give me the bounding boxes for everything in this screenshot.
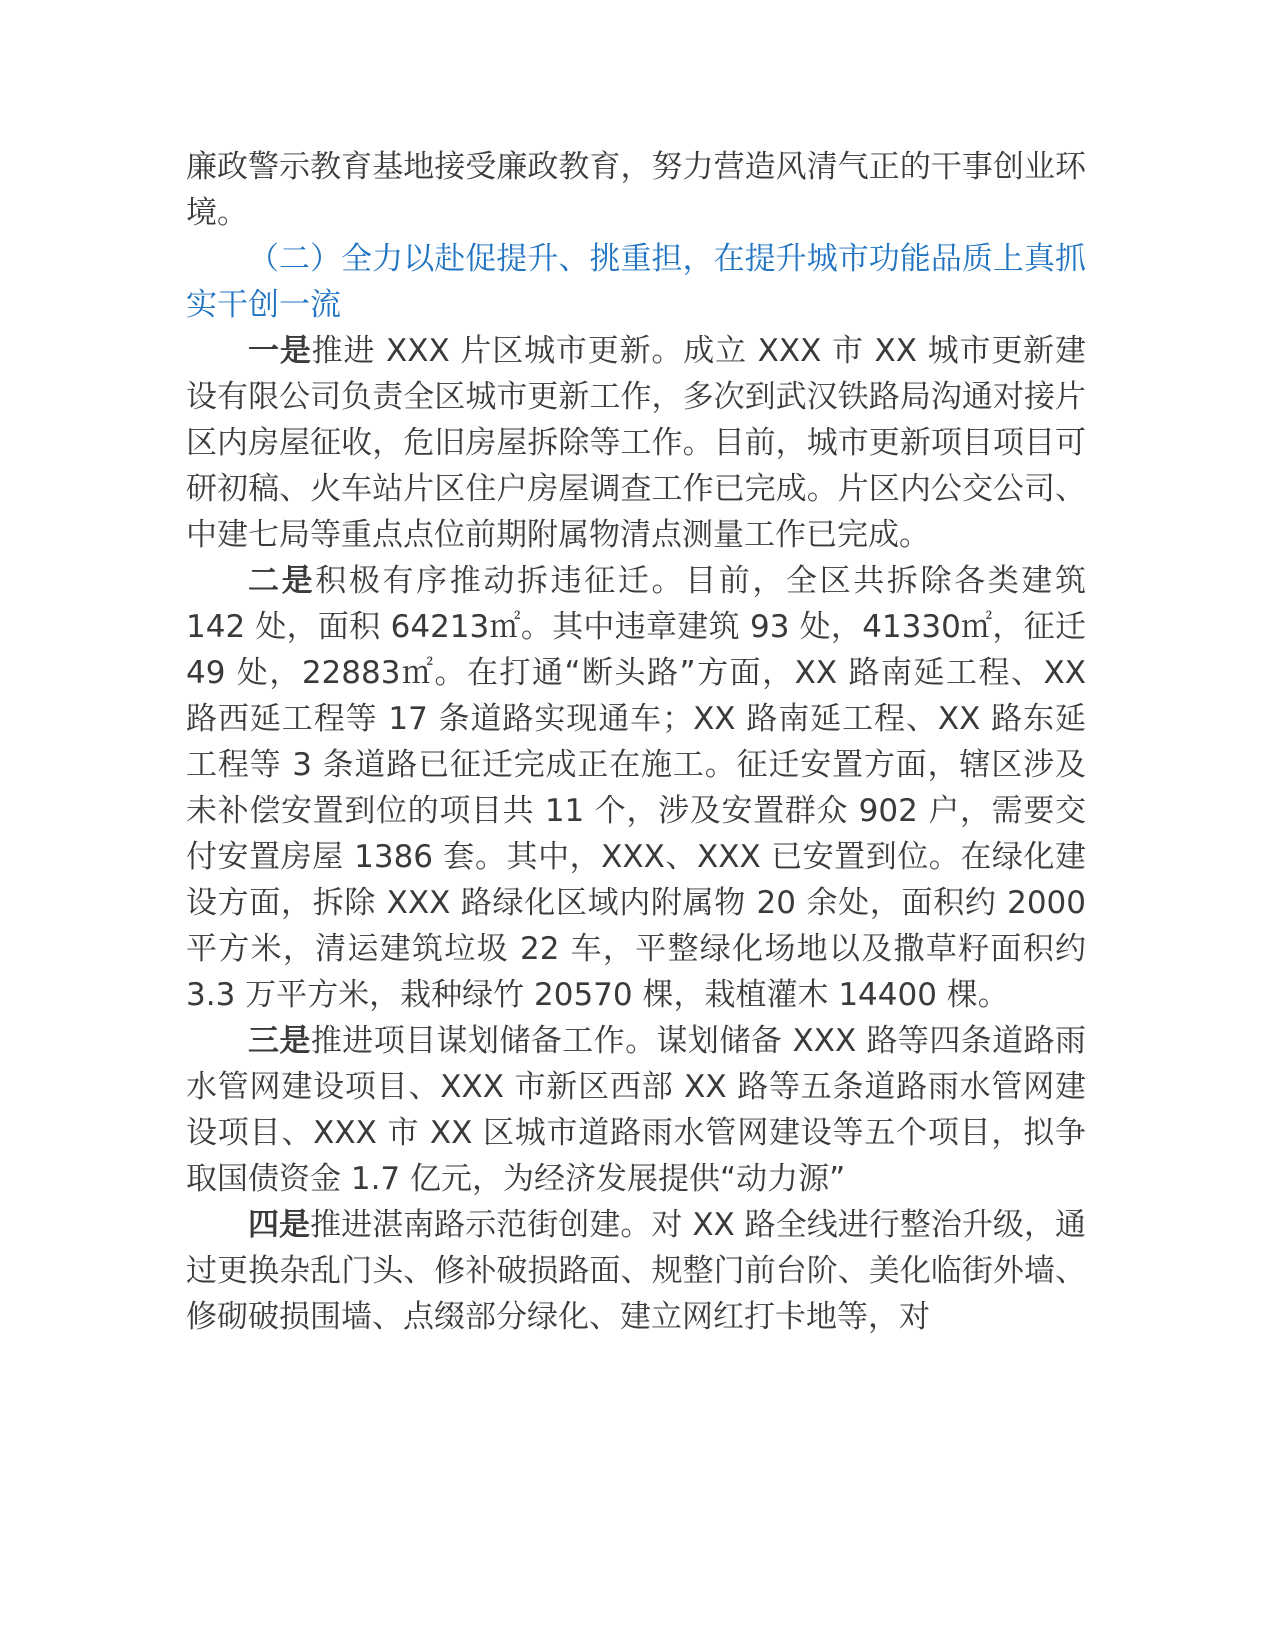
item-body-text: 推进项目谋划储备工作。谋划储备 XXX 路等四条道路雨水管网建设项目、XXX 市新区西部 XX 路等五条道路雨水管网建设项目、XXX 市 XX 区城市道路雨水管网建设等五个项目，拟争取国债资金 1.7 亿元，为经济发展提供“动力源” (186, 1023, 1087, 1197)
paragraph-item-4 (186, 1202, 1086, 1340)
item-lead-label: 二是 (248, 563, 316, 599)
paragraph-continued: 廉政警示教育基地接受廉政教育，努力营造风清气正的干事创业环境。 (186, 149, 1086, 231)
paragraph-item-1 (186, 328, 1086, 558)
item-body-text: 推进 XXX 片区城市更新。成立 XXX 市 XX 城市更新建设有限公司负责全区城市更新工作，多次到武汉铁路局沟通对接片区内房屋征收，危旧房屋拆除等工作。目前，城市更新项目项目可研初稿、火车站片区住户房屋调查工作已完成。片区内公交公司、中建七局等重点点位前期附属物清点测量工作已完成。 (186, 333, 1086, 553)
item-lead-label: 三是 (248, 1023, 311, 1059)
item-body-text: 推进湛南路示范街创建。对 XX 路全线进行整治升级，通过更换杂乱门头、修补破损路面、规整门前台阶、美化临街外墙、修砌破损围墙、点缀部分绿化、建立网红打卡地等，对 (186, 1207, 1086, 1335)
paragraph-item-3 (186, 1018, 1086, 1202)
item-lead-label: 一是 (248, 333, 312, 369)
item-body-text: 积极有序推动拆违征迁。目前，全区共拆除各类建筑 142 处，面积 64213㎡。其中违章建筑 93 处，41330㎡，征迁 49 处，22883㎡。在打通“断头路”方面，XX 路南延工程、XX 路西延工程等 17 条道路实现通车；XX 路南延工程、XX 路东延工程等 3 条道路已征迁完成正在施工。征迁安置方面，辖区涉及未补偿安置到位的项目共 11 个，涉及安置群众 902 户，需要交付安置房屋 1386 套。其中，XXX、XXX 已安置到位。在绿化建设方面，拆除 XXX 路绿化区域内附属物 20 余处，面积约 2000 平方米，清运建筑垃圾 22 车，平整绿化场地以及撒草籽面积约 3.3 万平方米，栽种绿竹 20570 棵，栽植灌木 14400 棵。 (186, 563, 1086, 1013)
document-page (186, 144, 1086, 1340)
section-heading: （二）全力以赴促提升、挑重担，在提升城市功能品质上真抓实干创一流 (186, 241, 1086, 323)
paragraph-item-2 (186, 558, 1086, 1018)
item-lead-label: 四是 (248, 1207, 311, 1243)
